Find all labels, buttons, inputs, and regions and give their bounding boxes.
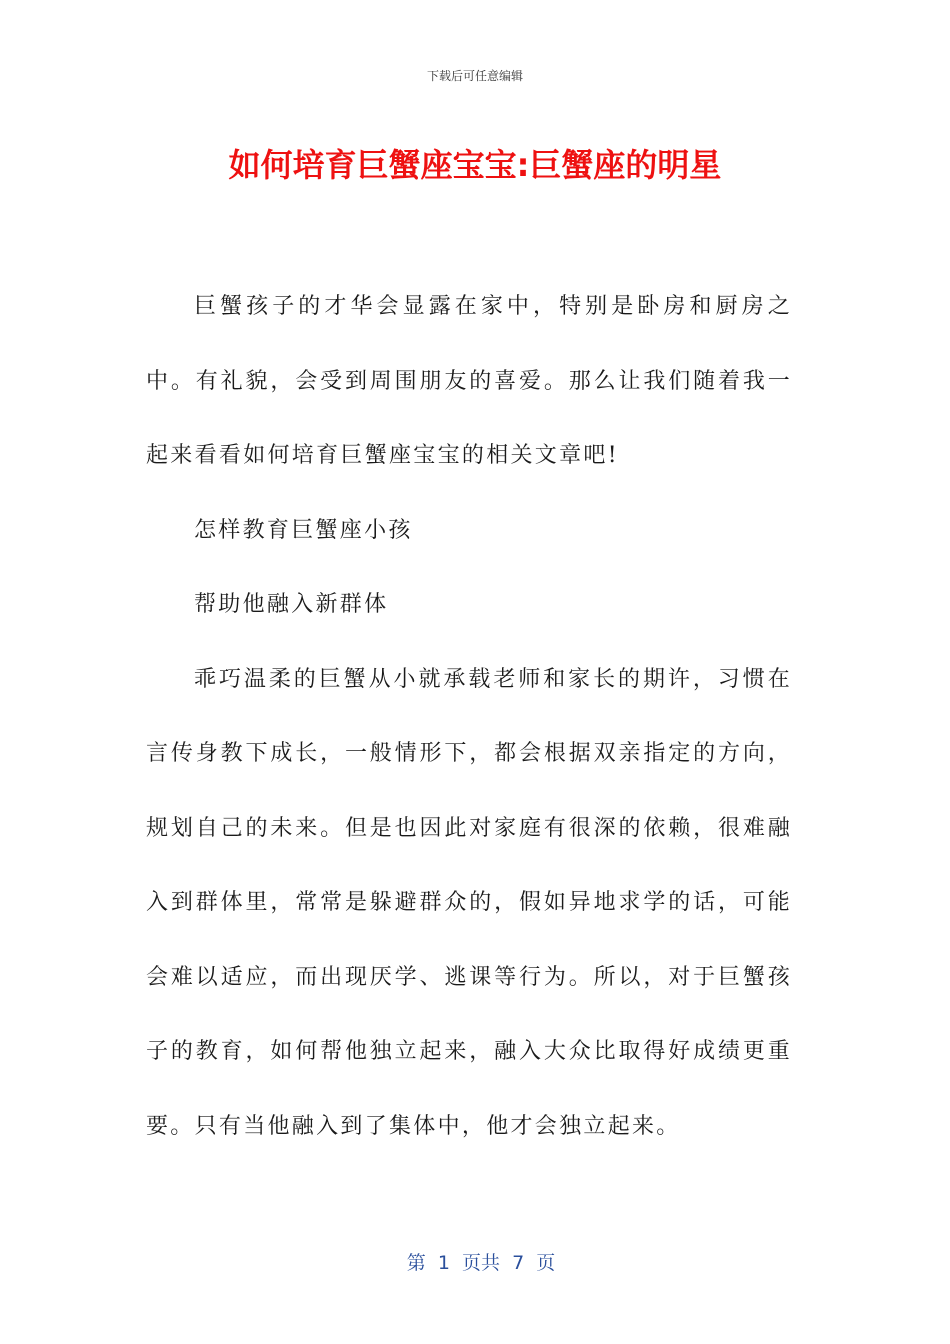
document-body — [146, 270, 792, 1164]
paragraph-heading-group: 帮助他融入新群体 — [194, 592, 389, 617]
page-footer — [0, 1226, 950, 1275]
paragraph-heading-education: 怎样教育巨蟹座小孩 — [194, 517, 413, 543]
header-note: 下载后可任意编辑 — [426, 69, 523, 83]
paragraph-body: 乖巧温柔的巨蟹从小就承载老师和家长的期许，习惯在言传身教下成长，一般情形下，都会根据双亲指定的方向，规划自己的未来。但是也因此对家庭有很深的依赖，很难融入到群体里，常常是躲避群众的，假如异地求学的话，可能会难以适应，而出现厌学、逃课等行为。所以，对于巨蟹孩子的教育，如何帮他独立起来，融入大众比取得好成绩更重要。只有当他融入到了集体中，他才会独立起来。 — [146, 666, 792, 1139]
paragraph-intro: 巨蟹孩子的才华会显露在家中，特别是卧房和厨房之中。有礼貌，会受到周围朋友的喜爱。那么让我们随着我一起来看看如何培育巨蟹座宝宝的相关文章吧! — [146, 294, 792, 468]
document-title: 如何培育巨蟹座宝宝:巨蟹座的明星 — [228, 146, 722, 184]
page-number-text: 第 1 页共 7 页 — [406, 1252, 556, 1274]
